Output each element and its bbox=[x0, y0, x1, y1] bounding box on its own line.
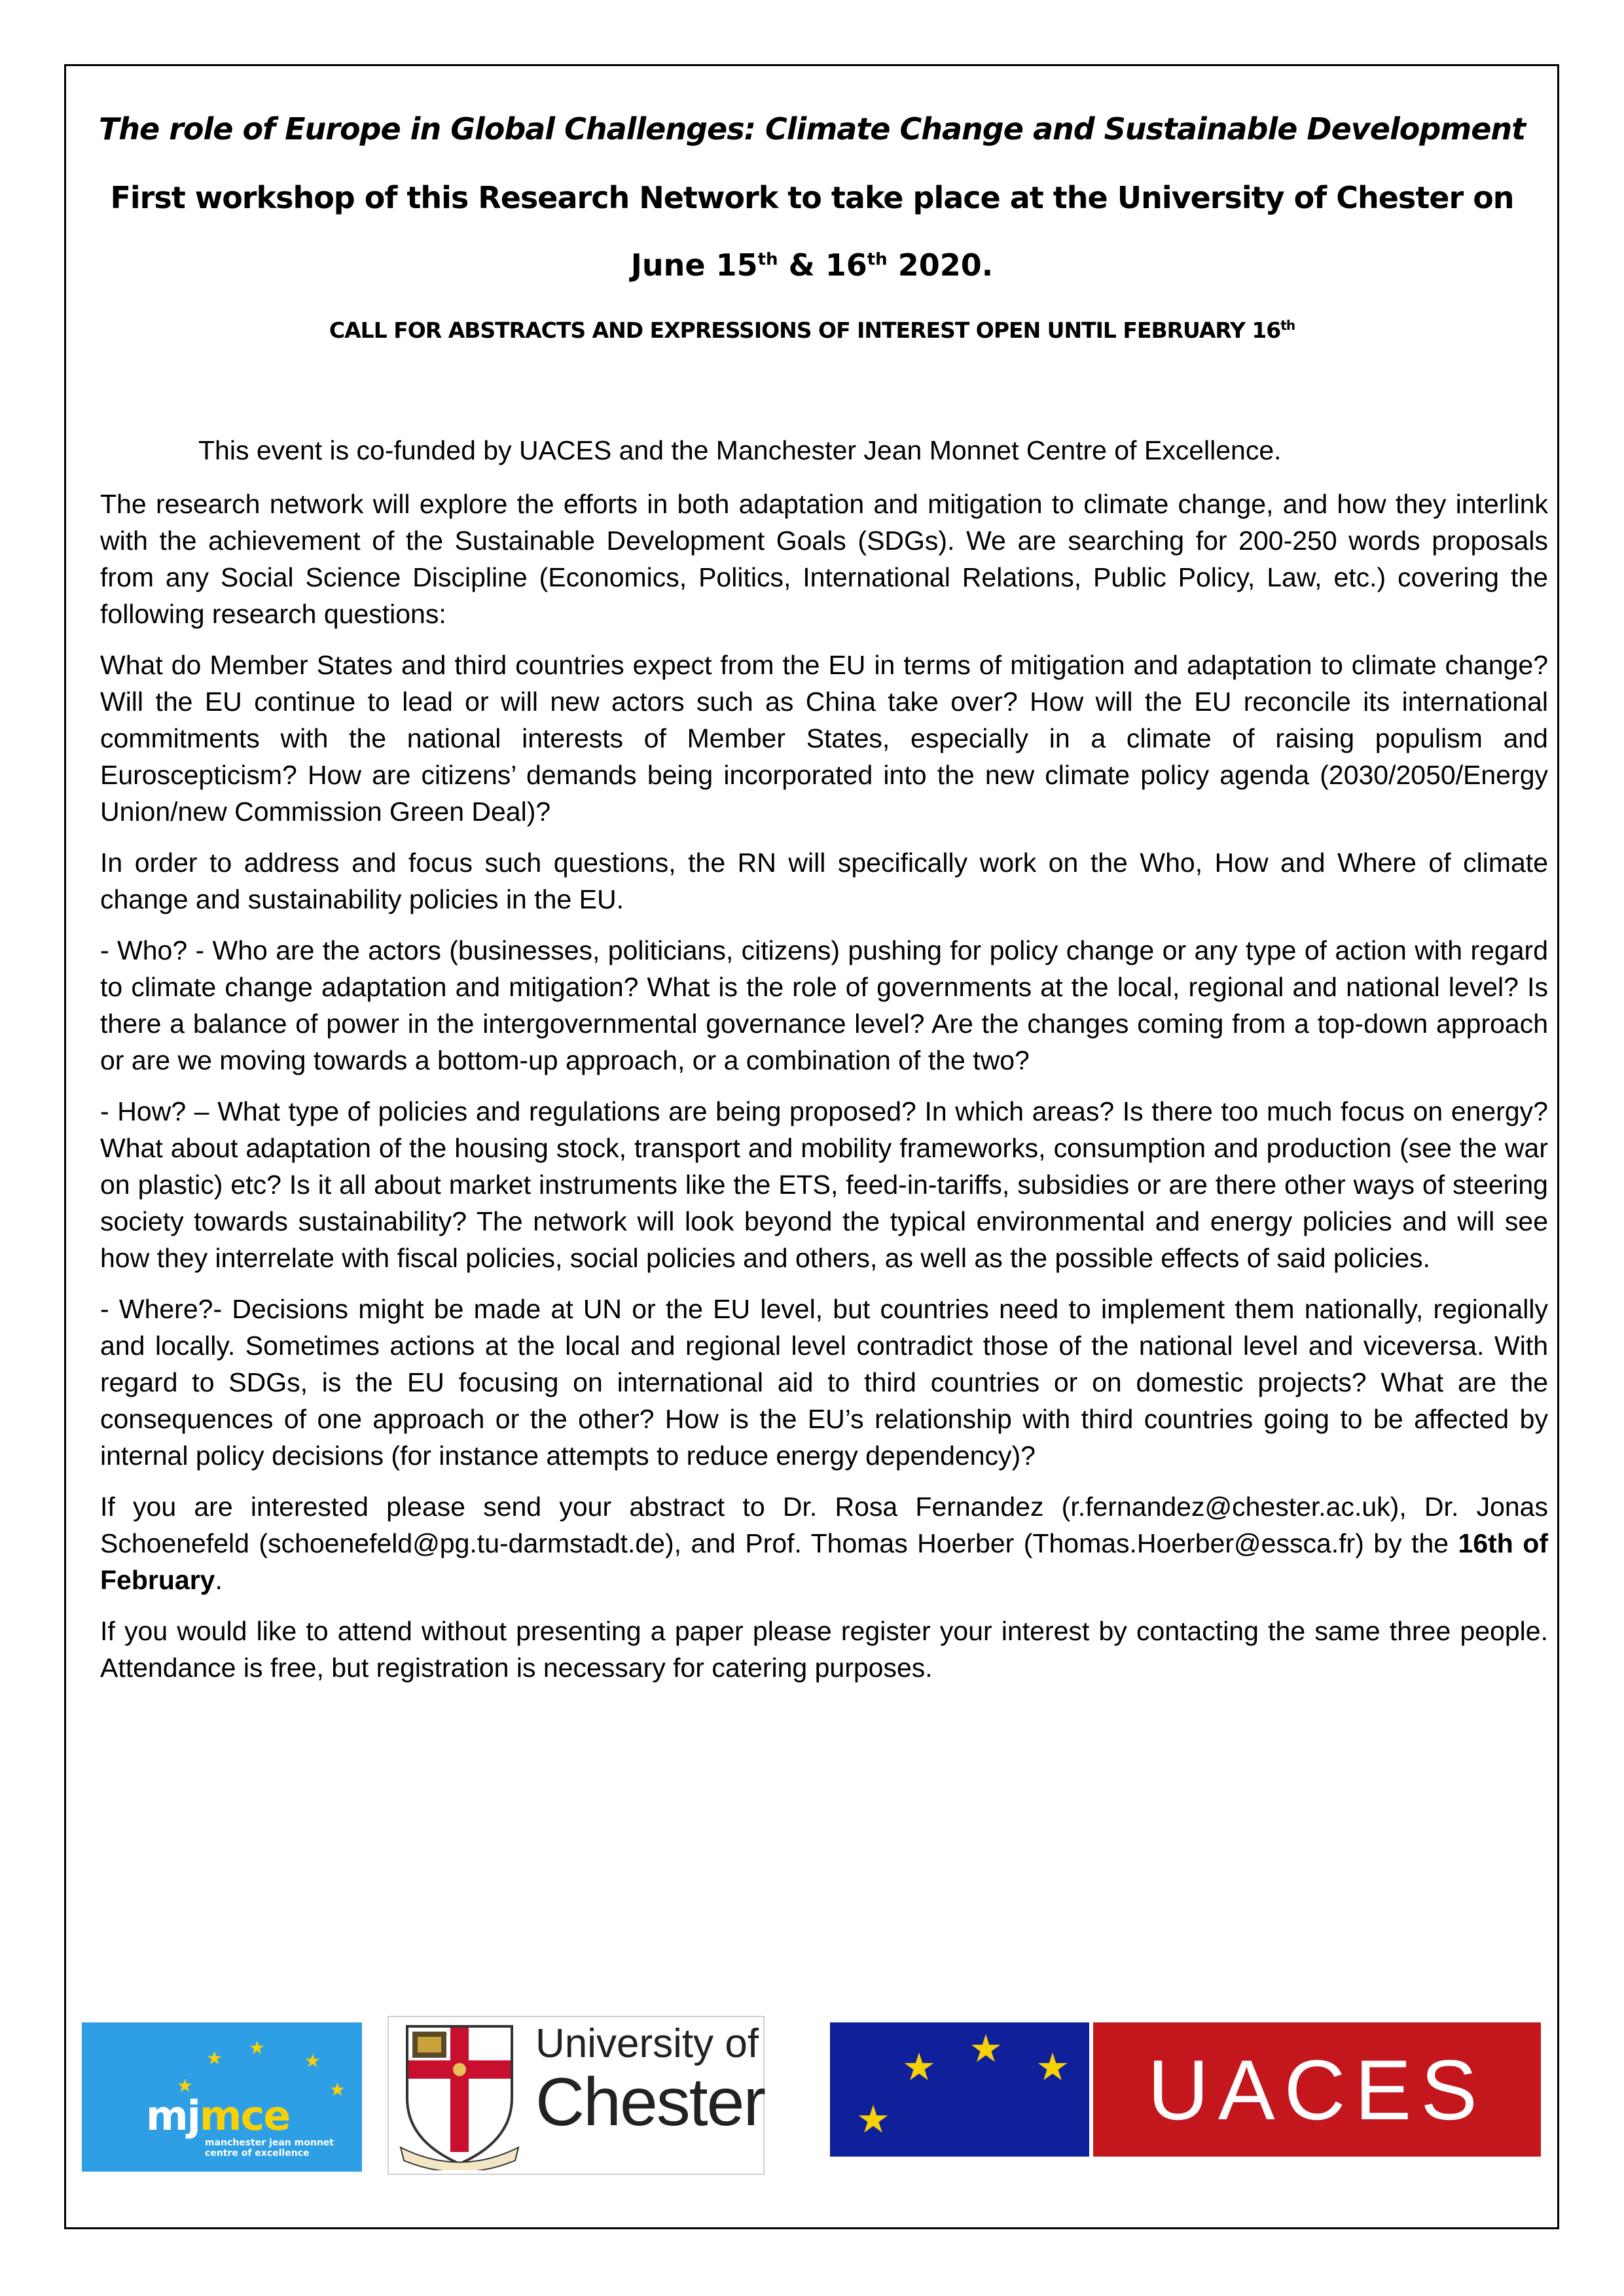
contact-deadline: 16th of February bbox=[100, 1528, 1548, 1595]
call-text: CALL FOR ABSTRACTS AND EXPRESSIONS OF INTEREST OPEN UNTIL FEBRUARY 16 bbox=[329, 317, 1281, 343]
chester-name-line-2: Chester bbox=[535, 2064, 765, 2140]
date-june-15: June 15 bbox=[630, 247, 758, 283]
call-suffix: th bbox=[1280, 317, 1295, 333]
chester-name-line-1: University of bbox=[535, 2021, 759, 2066]
mjmce-word-b: mce bbox=[199, 2092, 290, 2140]
chester-crest-icon bbox=[394, 2020, 525, 2170]
star-icon: ★ bbox=[902, 2046, 936, 2089]
eu-flag-panel bbox=[830, 2022, 1089, 2157]
paragraph-contact bbox=[100, 1488, 1548, 1598]
date-suffix-b: th bbox=[867, 249, 888, 270]
call-for-abstracts bbox=[0, 317, 1624, 343]
mjmce-tag-line-1: manchester jean monnet bbox=[205, 2138, 334, 2148]
mjmce-logo bbox=[82, 2022, 362, 2172]
contact-end: . bbox=[215, 1565, 223, 1595]
date-suffix-a: th bbox=[757, 249, 778, 270]
document-title: The role of Europe in Global Challenges: Climate Change and Sustainable Development bbox=[98, 111, 1526, 147]
chester-name bbox=[535, 2021, 765, 2138]
workshop-subtitle: First workshop of this Research Network to take place at the University of Chester on bbox=[110, 180, 1514, 215]
funding-note: This event is co-funded by UACES and the Manchester Jean Monnet Centre of Excellence. bbox=[198, 435, 1282, 465]
logo-strip bbox=[0, 2022, 1624, 2179]
contact-text: If you are interested please send your abstract to Dr. Rosa Fernandez (r.fernandez@chester.ac.uk), Dr. Jonas Schoenefeld (schoenefeld@pg.tu-darmstadt.de), and Prof. Thomas Hoerber (Thomas.Hoerber@essca.fr) by the bbox=[100, 1492, 1548, 1558]
body-text bbox=[100, 432, 1548, 1700]
mjmce-wordmark bbox=[146, 2092, 289, 2140]
mjmce-tagline bbox=[205, 2138, 334, 2159]
star-icon: ★ bbox=[969, 2028, 1003, 2070]
mjmce-tag-line-2: centre of excellence bbox=[205, 2148, 310, 2159]
uaces-wordmark-panel bbox=[1093, 2022, 1541, 2157]
workshop-dates bbox=[0, 247, 1624, 283]
mjmce-word-a: mj bbox=[146, 2092, 200, 2140]
paragraph-network: The research network will explore the efforts in both adaptation and mitigation to climate change, and how they interlink with the achievement of the Sustainable Development Goals (SDGs). We are searching for 200-250 words proposals from any Social Science Discipline (Economics, Politics, International Relations, Public Policy, Law, etc.) covering the following research questions: bbox=[100, 489, 1548, 629]
star-icon: ★ bbox=[304, 2051, 321, 2072]
date-16: & 16 bbox=[778, 247, 867, 283]
paragraph-where: - Where?- Decisions might be made at UN or the EU level, but countries need to implement them nationally, regionally and locally. Sometimes actions at the local and regional level contradict those of the national level and viceversa. With regard to SDGs, is the EU focusing on international aid to third countries or on domestic projects? What are the consequences of one approach or the other? How is the EU’s relationship with third countries going to be affected by internal policy decisions (for instance attempts to reduce energy dependency)? bbox=[100, 1294, 1548, 1471]
star-icon: ★ bbox=[1036, 2046, 1070, 2089]
date-year: 2020. bbox=[887, 247, 994, 283]
paragraph-how: - How? – What type of policies and regulations are being proposed? In which areas? Is there too much focus on energy? What about adaptation of the housing stock, transport and mobility frameworks, consumption and production (see the war on plastic) etc? Is it all about market instruments like the ETS, feed-in-tariffs, subsidies or are there other ways of steering society towards sustainability? The network will look beyond the typical environmental and energy policies and will see how they interrelate with fiscal policies, social policies and others, as well as the possible effects of said policies. bbox=[100, 1096, 1548, 1273]
university-of-chester-logo bbox=[388, 2016, 765, 2175]
uaces-wordmark: UACES bbox=[1147, 2042, 1487, 2138]
paragraph-questions: What do Member States and third countries expect from the EU in terms of mitigation and adaptation to climate change? Will the EU continue to lead or will new actors such as China take over? How will the EU reconcile its international commitments with the national interests of Member States, especially in a climate of raising populism and Euroscepticism? How are citizens’ demands being incorporated into the new climate policy agenda (2030/2050/Energy Union/new Commission Green Deal)? bbox=[100, 650, 1548, 827]
star-icon: ★ bbox=[249, 2038, 266, 2058]
star-icon: ★ bbox=[206, 2049, 223, 2069]
paragraph-focus: In order to address and focus such questions, the RN will specifically work on the Who, How and Where of climate change and sustainability policies in the EU. bbox=[100, 848, 1548, 914]
paragraph-attend: If you would like to attend without presenting a paper please register your interest by contacting the same three people. Attendance is free, but registration is necessary for catering purposes. bbox=[100, 1616, 1548, 1683]
uaces-logo bbox=[830, 2022, 1541, 2157]
star-icon: ★ bbox=[329, 2080, 346, 2100]
star-icon: ★ bbox=[177, 2076, 194, 2096]
star-icon: ★ bbox=[856, 2098, 890, 2141]
paragraph-who: - Who? - Who are the actors (businesses, politicians, citizens) pushing for policy change or any type of action with regard to climate change adaptation and mitigation? What is the role of governments at the local, regional and national level? Is there a balance of power in the intergovernmental governance level? Are the changes coming from a top-down approach or are we moving towards a bottom-up approach, or a combination of the two? bbox=[100, 935, 1548, 1075]
